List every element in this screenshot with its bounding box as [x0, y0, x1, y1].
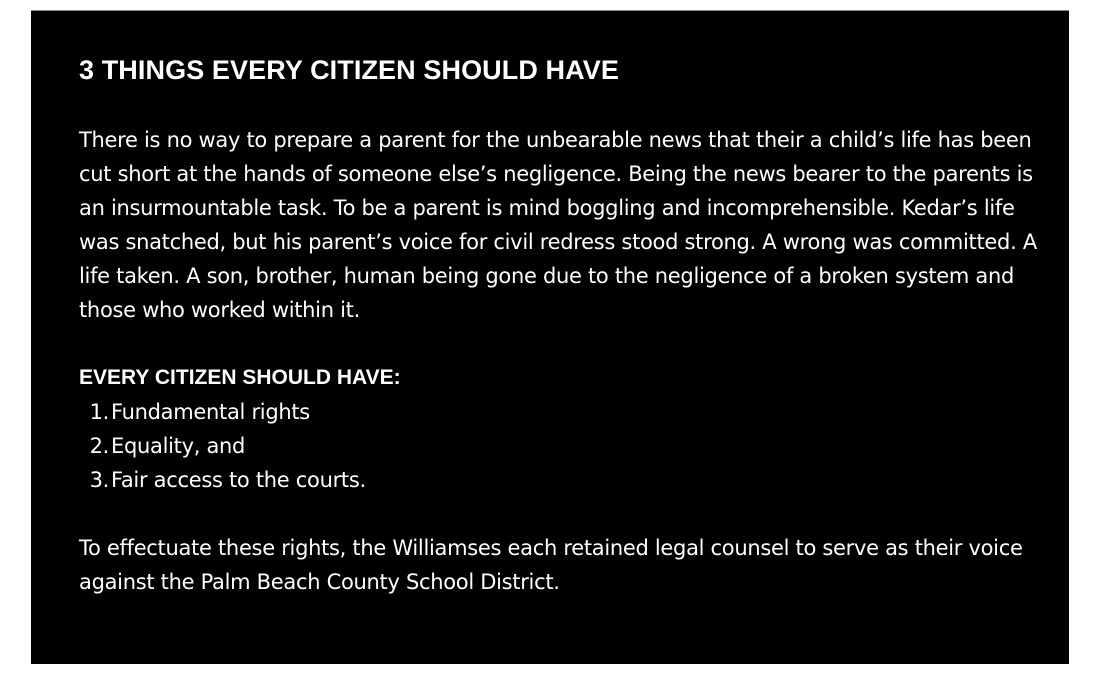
- list-heading: EVERY CITIZEN SHOULD HAVE:: [79, 366, 401, 389]
- list-item: [79, 429, 1039, 463]
- article-body: [79, 53, 1039, 599]
- list-item-text: Fair access to the courts.: [111, 468, 366, 492]
- list-item-number: 3.: [89, 468, 109, 492]
- list-item-text: Fundamental rights: [111, 400, 310, 424]
- list-item-text: Equality, and: [111, 434, 246, 458]
- intro-paragraph: There is no way to prepare a parent for the unbearable news that their a child’s life has been cut short at the hands of someone else’s negligence. Being the news bearer to the parents is an insurmountable task. To be a parent is mind boggling and incomprehensible. Kedar’s life was snatched, but his parent’s voice for civil redress stood strong. A wrong was committed. A life taken. A son, brother, human being gone due to the negligence of a broken system and those who worked within it.: [79, 128, 1037, 322]
- list-item-number: 2.: [89, 434, 109, 458]
- rights-list: [79, 395, 1039, 497]
- list-item: [79, 463, 1039, 497]
- page-title: 3 THINGS EVERY CITIZEN SHOULD HAVE: [79, 55, 619, 85]
- list-item: [79, 395, 1039, 429]
- content-panel: [31, 10, 1069, 664]
- list-item-number: 1.: [89, 400, 109, 424]
- closing-paragraph: To effectuate these rights, the Williamses each retained legal counsel to serve as their voice against the Palm Beach County School District.: [79, 536, 1023, 594]
